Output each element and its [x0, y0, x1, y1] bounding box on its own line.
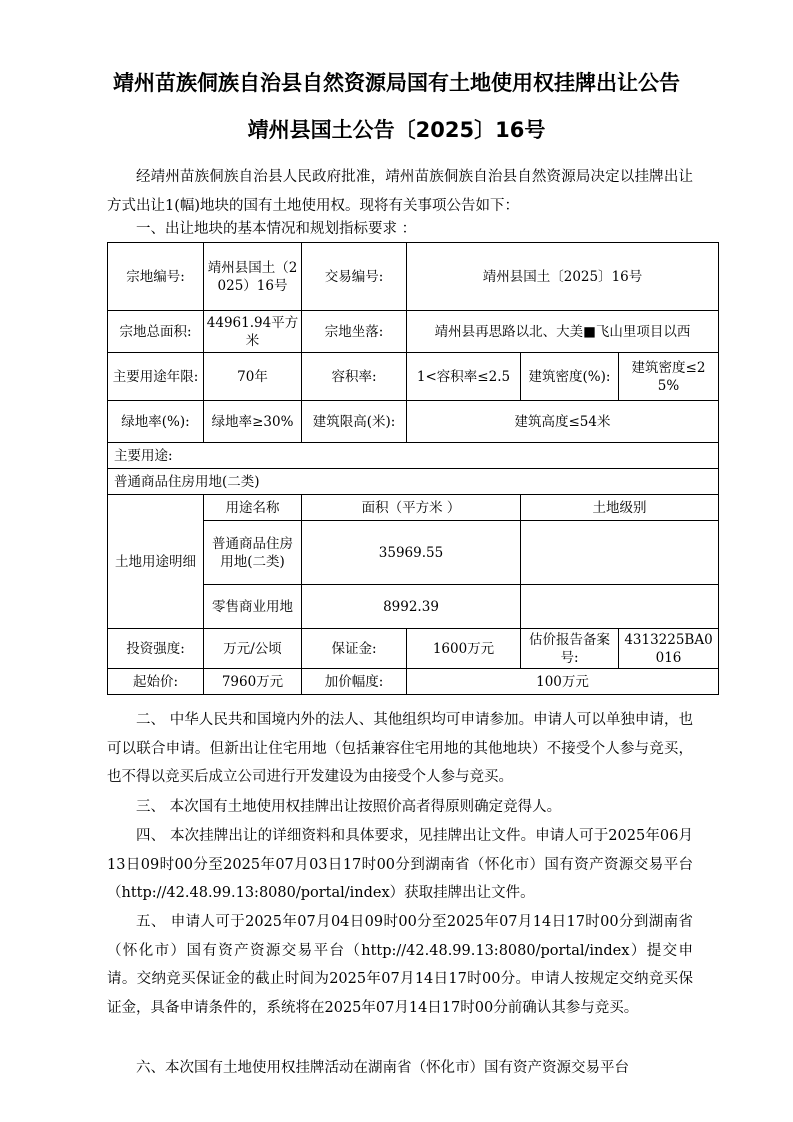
table-row — [108, 443, 719, 469]
parcel-no-label: 宗地编号: — [108, 243, 204, 311]
section-5-paragraph: 五、 申请人可于2025年07月04日09时00分至2025年07月14日17时00分到湖南省（怀化市）国有资产资源交易平台（http://42.48.99.13:8080/portal/index）提交申请。交纳竞买保证金的截止时间为2025年07月14日17时00分。申请人按规定交纳竞买保证金，具备申请条件的，系统将在2025年07月14日17时00分前确认其参与竞买。 — [107, 914, 693, 1016]
table-row — [108, 629, 719, 669]
far-value: 1<容积率≤2.5 — [407, 353, 521, 401]
main-use-value: 普通商品住房用地(二类) — [108, 469, 719, 495]
height-label: 建筑限高(米): — [302, 401, 407, 443]
report-label: 估价报告备案号: — [521, 629, 619, 669]
area-value: 44961.94平方米 — [204, 311, 302, 353]
parcel-no-value: 靖州县国土（2025）16号 — [204, 243, 302, 311]
deposit-label: 保证金: — [302, 629, 407, 669]
start-price-value: 7960万元 — [204, 669, 302, 695]
use-area: 35969.55 — [302, 521, 521, 585]
table-row — [108, 353, 719, 401]
invest-label: 投资强度: — [108, 629, 204, 669]
use-grade — [521, 521, 719, 585]
use-grade — [521, 585, 719, 629]
green-label: 绿地率(%): — [108, 401, 204, 443]
green-value: 绿地率≥30% — [204, 401, 302, 443]
term-value: 70年 — [204, 353, 302, 401]
notice-title: 靖州苗族侗族自治县自然资源局国有土地使用权挂牌出让公告 — [113, 71, 680, 95]
report-value: 4313225BA0016 — [619, 629, 719, 669]
trade-no-value: 靖州县国土〔2025〕16号 — [407, 243, 719, 311]
table-row — [108, 243, 719, 311]
table-row — [108, 495, 719, 521]
height-value: 建筑高度≤54米 — [407, 401, 719, 443]
invest-value: 万元/公顷 — [204, 629, 302, 669]
parcel-info-table — [107, 242, 719, 695]
table-row — [108, 469, 719, 495]
section-3-paragraph: 三、 本次国有土地使用权挂牌出让按照价高者得原则确定竞得人。 — [136, 799, 562, 815]
notice-number: 靖州县国土公告〔2025〕16号 — [247, 118, 546, 142]
col-area-header: 面积（平方米 ） — [302, 495, 521, 521]
increment-label: 加价幅度: — [302, 669, 407, 695]
detail-label: 土地用途明细 — [108, 495, 204, 629]
section-6-paragraph: 六、本次国有土地使用权挂牌活动在湖南省（怀化市）国有资产资源交易平台 — [136, 1060, 629, 1076]
table-row — [108, 401, 719, 443]
use-area: 8992.39 — [302, 585, 521, 629]
area-label: 宗地总面积: — [108, 311, 204, 353]
table-row — [108, 311, 719, 353]
table-row — [108, 669, 719, 695]
location-label: 宗地坐落: — [302, 311, 407, 353]
location-value: 靖州县再思路以北、大美■飞山里项目以西 — [407, 311, 719, 353]
far-label: 容积率: — [302, 353, 407, 401]
intro-paragraph: 经靖州苗族侗族自治县人民政府批准，靖州苗族侗族自治县自然资源局决定以挂牌出让方式出让1(幅)地块的国有土地使用权。现将有关事项公告如下： — [107, 169, 693, 214]
density-label: 建筑密度(%): — [521, 353, 619, 401]
section-4-paragraph: 四、 本次挂牌出让的详细资料和具体要求，见挂牌出让文件。申请人可于2025年06月13日09时00分至2025年07月03日17时00分到湖南省（怀化市）国有资产资源交易平台（http://42.48.99.13:8080/portal/index）获取挂牌出让文件。 — [107, 828, 693, 901]
col-use-header: 用途名称 — [204, 495, 302, 521]
section-1-heading: 一、出让地块的基本情况和规划指标要求 ： — [136, 221, 417, 237]
trade-no-label: 交易编号: — [302, 243, 407, 311]
use-name: 零售商业用地 — [204, 585, 302, 629]
start-price-label: 起始价: — [108, 669, 204, 695]
use-name: 普通商品住房用地(二类) — [204, 521, 302, 585]
increment-value: 100万元 — [407, 669, 719, 695]
deposit-value: 1600万元 — [407, 629, 521, 669]
col-grade-header: 土地级别 — [521, 495, 719, 521]
main-use-label: 主要用途: — [108, 443, 719, 469]
section-2-paragraph: 二、 中华人民共和国境内外的法人、其他组织均可申请参加。申请人可以单独申请，也可以联合申请。但新出让住宅用地（包括兼容住宅用地的其他地块）不接受个人参与竞买，也不得以竞买后成立公司进行开发建设为由接受个人参与竞买。 — [107, 712, 693, 785]
density-value: 建筑密度≤25% — [619, 353, 719, 401]
term-label: 主要用途年限: — [108, 353, 204, 401]
